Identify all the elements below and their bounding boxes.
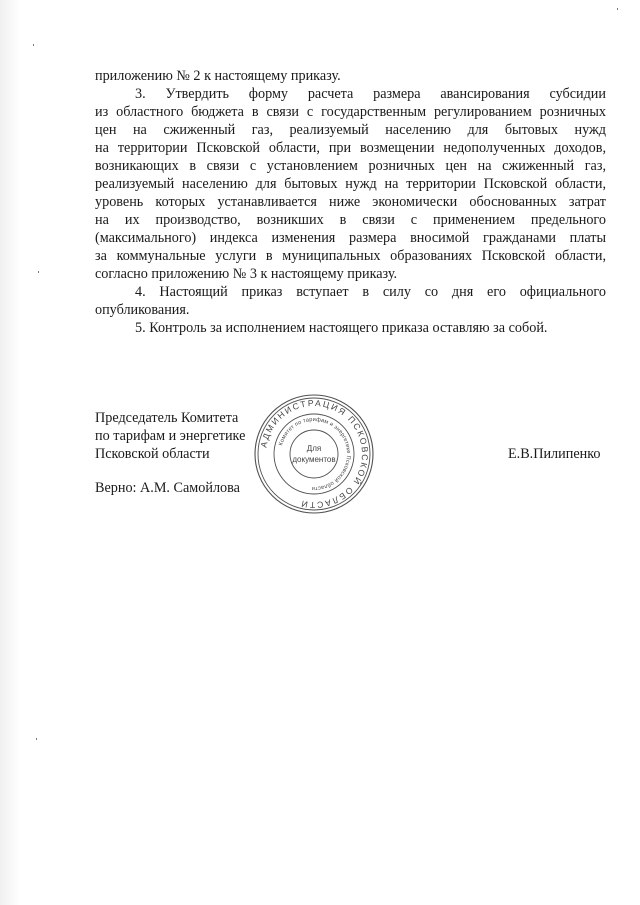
body-line: реализуемый населению для бытовых нужд на территории Псковской области, bbox=[95, 176, 606, 192]
body-line: из областного бюджета в связи с государственным регулированием розничных bbox=[95, 104, 606, 120]
body-line: за коммунальные услуги в муниципальных образованиях Псковской области, bbox=[95, 248, 606, 264]
body-line: согласно приложению № 3 к настоящему приказу. bbox=[95, 266, 398, 282]
body-line: 4. Настоящий приказ вступает в силу со дня его официального bbox=[135, 284, 606, 300]
body-line: (максимального) индекса изменения размера вносимой гражданами платы bbox=[95, 230, 606, 246]
body-line: цен на сжиженный газ, реализуемый населению для бытовых нужд bbox=[95, 122, 606, 138]
stamp-outer-text: АДМИНИСТРАЦИЯ ПСКОВСКОЙ ОБЛАСТИ bbox=[258, 397, 371, 511]
body-line: уровень которых устанавливается ниже экономически обоснованных затрат bbox=[95, 194, 606, 210]
scan-speck bbox=[33, 44, 34, 46]
scan-shadow bbox=[0, 0, 22, 905]
body-line: на территории Псковской области, при возмещении недополученных доходов, bbox=[95, 140, 606, 156]
body-line: опубликования. bbox=[95, 302, 190, 318]
scan-speck bbox=[617, 8, 618, 10]
signatory-title: Псковской области bbox=[95, 446, 210, 462]
signatory-title: по тарифам и энергетике bbox=[95, 428, 246, 444]
body-line: возникающих в связи с установлением розничных цен на сжиженный газ, bbox=[95, 158, 606, 174]
stamp-center-line: документов bbox=[292, 455, 336, 464]
body-line: на их производство, возникших в связи с применением предельного bbox=[95, 212, 606, 228]
body-line: 3. Утвердить форму расчета размера авансирования субсидии bbox=[135, 86, 606, 102]
body-line: приложению № 2 к настоящему приказу. bbox=[95, 68, 341, 84]
verification-note: Верно: А.М. Самойлова bbox=[95, 480, 240, 496]
body-line: 5. Контроль за исполнением настоящего приказа оставляю за собой. bbox=[135, 320, 548, 336]
signatory-name: Е.В.Пилипенко bbox=[508, 446, 601, 462]
scan-speck bbox=[36, 738, 37, 740]
official-stamp bbox=[253, 393, 375, 515]
signatory-title: Председатель Комитета bbox=[95, 410, 239, 426]
stamp-center-line: Для bbox=[306, 444, 322, 453]
scan-speck bbox=[38, 271, 39, 273]
stamp-inner-text: Комитет по тарифам и энергетике Псковской области bbox=[278, 416, 352, 492]
